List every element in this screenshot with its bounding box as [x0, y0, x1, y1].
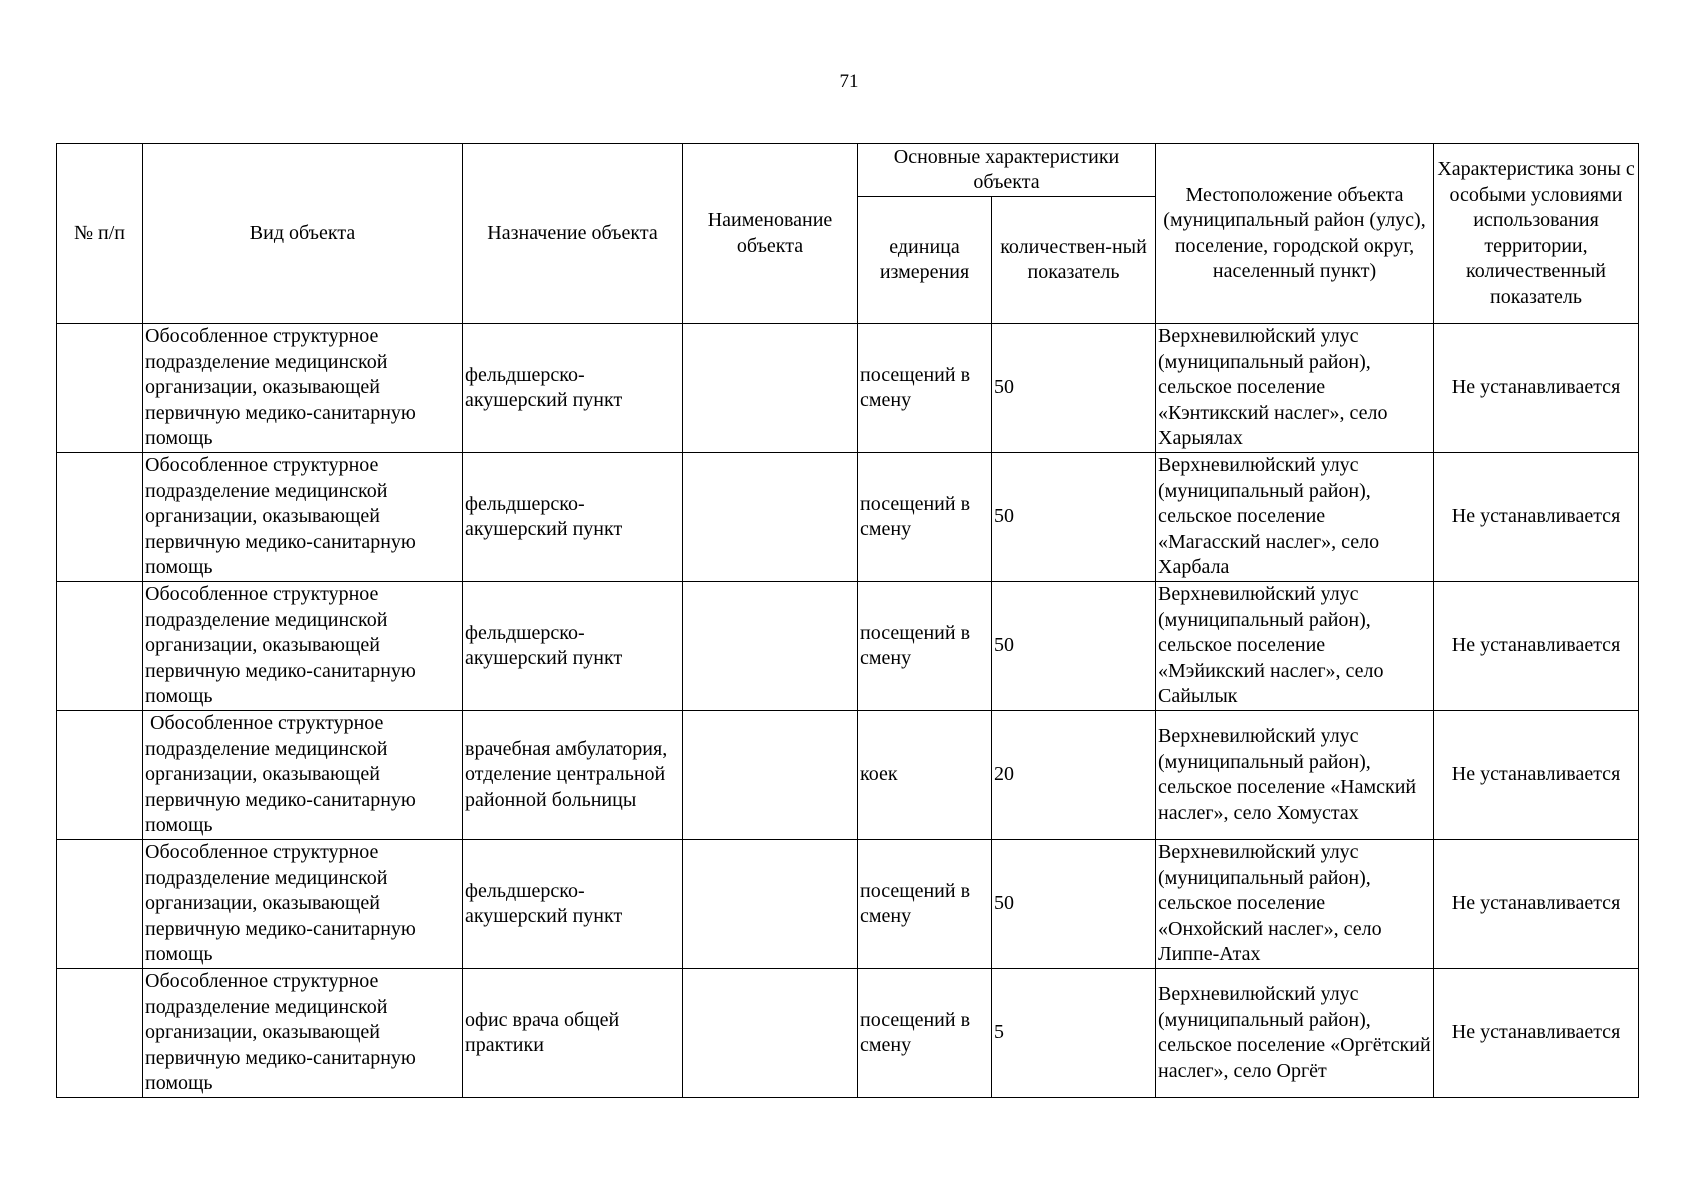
cell-num	[57, 840, 143, 969]
cell-quantity: 5	[992, 969, 1156, 1098]
cell-num	[57, 969, 143, 1098]
header-unit: единица измерения	[858, 197, 992, 324]
cell-zone: Не устанавливается	[1434, 582, 1639, 711]
table-row	[57, 711, 1639, 840]
cell-quantity: 50	[992, 453, 1156, 582]
header-main-characteristics: Основные характеристики объекта	[858, 144, 1156, 197]
page-number: 71	[839, 71, 859, 92]
table-row	[57, 840, 1639, 969]
cell-quantity: 50	[992, 582, 1156, 711]
cell-location: Верхневилюйский улус (муниципальный район), сельское поселение «Кэнтикский наслег», село Харыялах	[1156, 324, 1434, 453]
cell-location: Верхневилюйский улус (муниципальный район), сельское поселение «Намский наслег», село Хомустах	[1156, 711, 1434, 840]
header-type: Вид объекта	[143, 144, 463, 324]
cell-location: Верхневилюйский улус (муниципальный район), сельское поселение «Магасский наслег», село Харбала	[1156, 453, 1434, 582]
cell-quantity: 20	[992, 711, 1156, 840]
cell-zone: Не устанавливается	[1434, 324, 1639, 453]
cell-name	[683, 324, 858, 453]
cell-unit: посещений в смену	[858, 582, 992, 711]
table-row	[57, 453, 1639, 582]
table-row	[57, 969, 1639, 1098]
objects-table	[56, 143, 1639, 1098]
cell-num	[57, 582, 143, 711]
cell-type: Обособленное структурное подразделение медицинской организации, оказывающей первичную медико-санитарную помощь	[143, 969, 463, 1098]
cell-location: Верхневилюйский улус (муниципальный район), сельское поселение «Оргётский наслег», село Оргёт	[1156, 969, 1434, 1098]
cell-purpose: фельдшерско-акушерский пункт	[463, 840, 683, 969]
cell-purpose: фельдшерско-акушерский пункт	[463, 582, 683, 711]
cell-unit: посещений в смену	[858, 453, 992, 582]
cell-name	[683, 969, 858, 1098]
cell-name	[683, 453, 858, 582]
cell-type: Обособленное структурное подразделение медицинской организации, оказывающей первичную медико-санитарную помощь	[143, 324, 463, 453]
header-quantity: количествен-ный показатель	[992, 197, 1156, 324]
cell-num	[57, 453, 143, 582]
cell-location: Верхневилюйский улус (муниципальный район), сельское поселение «Онхойский наслег», село Липпе-Атах	[1156, 840, 1434, 969]
cell-zone: Не устанавливается	[1434, 840, 1639, 969]
header-zone: Характеристика зоны с особыми условиями использования территории, количественный показатель	[1434, 144, 1639, 324]
table-row	[57, 324, 1639, 453]
cell-unit: посещений в смену	[858, 840, 992, 969]
cell-num	[57, 711, 143, 840]
header-location: Местоположение объекта (муниципальный район (улус), поселение, городской округ, населенный пункт)	[1156, 144, 1434, 324]
cell-name	[683, 711, 858, 840]
header-row-1	[57, 144, 1639, 197]
cell-type: Обособленное структурное подразделение медицинской организации, оказывающей первичную медико-санитарную помощь	[143, 711, 463, 840]
cell-zone: Не устанавливается	[1434, 711, 1639, 840]
header-name: Наименование объекта	[683, 144, 858, 324]
cell-unit: посещений в смену	[858, 324, 992, 453]
cell-quantity: 50	[992, 840, 1156, 969]
cell-purpose: офис врача общей практики	[463, 969, 683, 1098]
cell-location: Верхневилюйский улус (муниципальный район), сельское поселение «Мэйикский наслег», село Сайылык	[1156, 582, 1434, 711]
cell-num	[57, 324, 143, 453]
cell-zone: Не устанавливается	[1434, 453, 1639, 582]
header-purpose: Назначение объекта	[463, 144, 683, 324]
cell-purpose: фельдшерско-акушерский пункт	[463, 453, 683, 582]
table-row	[57, 582, 1639, 711]
cell-unit: посещений в смену	[858, 969, 992, 1098]
cell-type: Обособленное структурное подразделение медицинской организации, оказывающей первичную медико-санитарную помощь	[143, 582, 463, 711]
cell-purpose: фельдшерско-акушерский пункт	[463, 324, 683, 453]
cell-type: Обособленное структурное подразделение медицинской организации, оказывающей первичную медико-санитарную помощь	[143, 453, 463, 582]
cell-quantity: 50	[992, 324, 1156, 453]
header-num: № п/п	[57, 144, 143, 324]
cell-zone: Не устанавливается	[1434, 969, 1639, 1098]
cell-name	[683, 582, 858, 711]
cell-name	[683, 840, 858, 969]
cell-type: Обособленное структурное подразделение медицинской организации, оказывающей первичную медико-санитарную помощь	[143, 840, 463, 969]
cell-unit: коек	[858, 711, 992, 840]
cell-purpose: врачебная амбулатория, отделение центральной районной больницы	[463, 711, 683, 840]
